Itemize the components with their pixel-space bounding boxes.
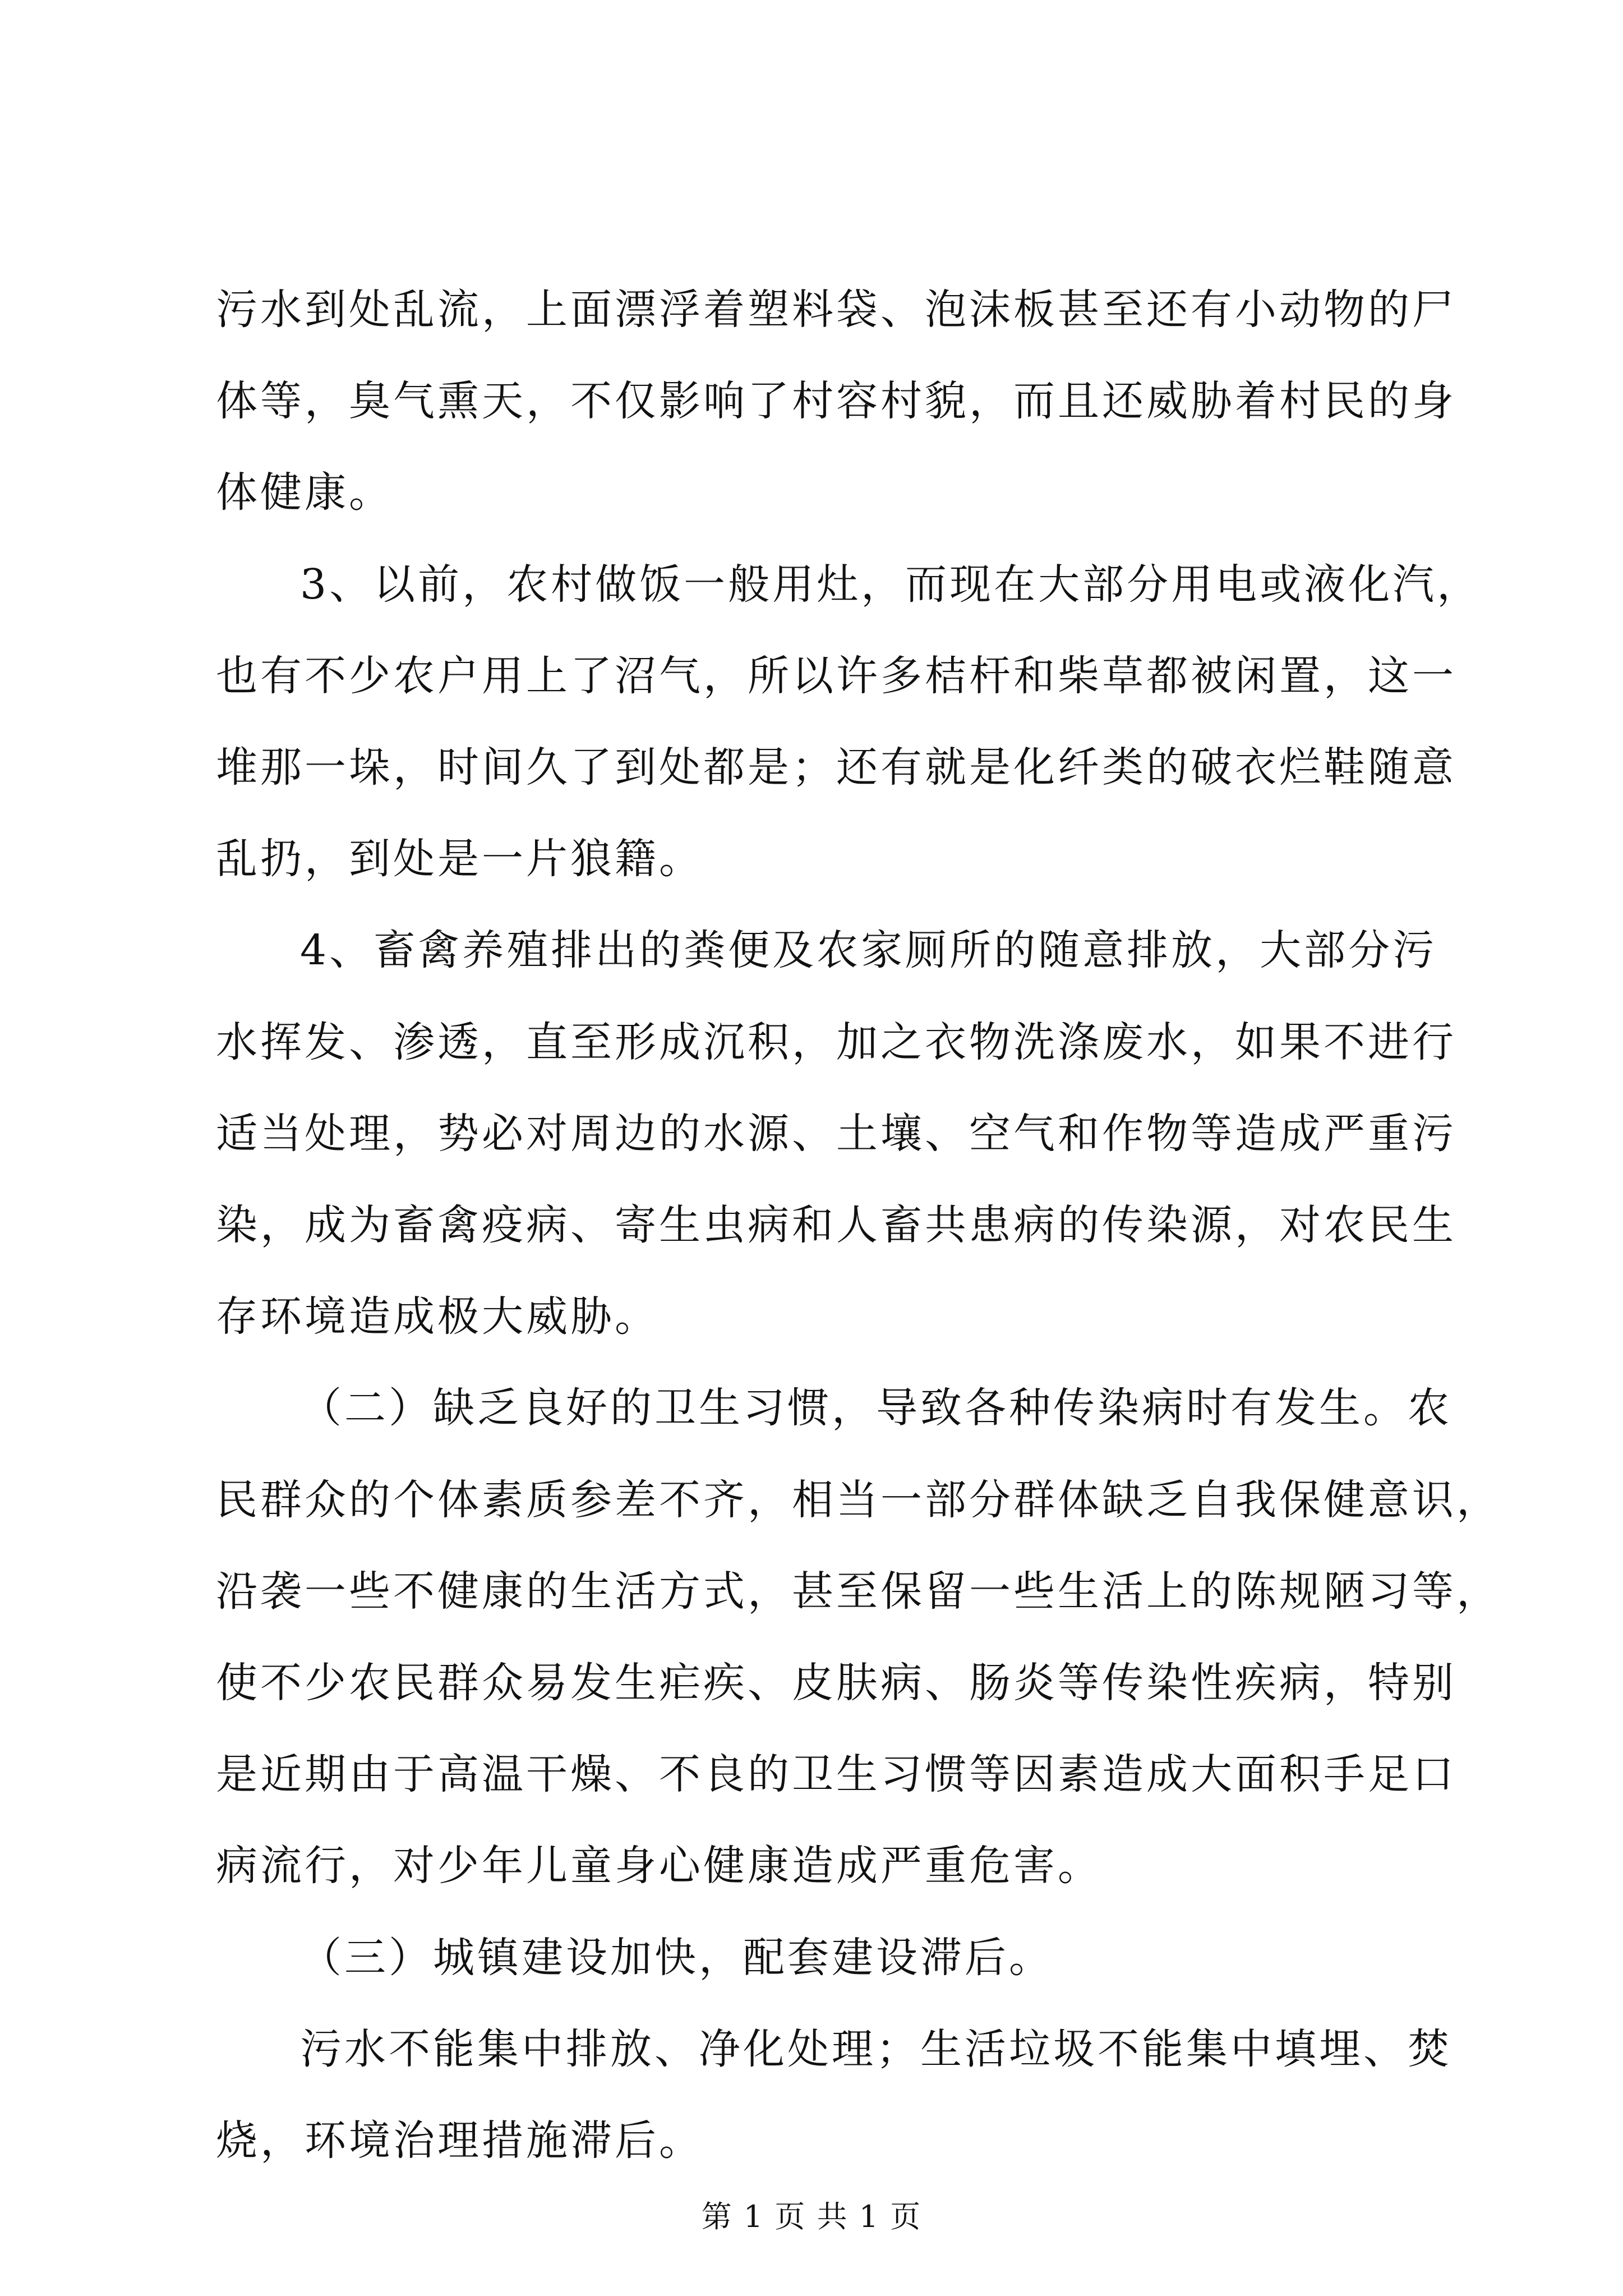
text-line: 烧，环境治理措施滞后。 <box>216 2116 703 2165</box>
text-line: 适当处理，势必对周边的水源、土壤、空气和作物等造成严重污 <box>216 1110 1456 1158</box>
text-line: 4、畜禽养殖排出的粪便及农家厕所的随意排放，大部分污 <box>300 926 1437 974</box>
page-footer: 第 1 页 共 1 页 <box>701 2199 922 2234</box>
text-line: （三）城镇建设加快，配套建设滞后。 <box>300 1934 1053 1982</box>
text-line: （二）缺乏良好的卫生习惯，导致各种传染病时有发生。农 <box>300 1384 1452 1432</box>
text-line: 也有不少农户用上了沼气，所以许多桔杆和柴草都被闲置，这一 <box>216 652 1456 700</box>
text-line: 3、以前，农村做饭一般用灶，而现在大部分用电或液化汽， <box>300 560 1482 609</box>
text-line: 体等，臭气熏天，不仅影响了村容村貌，而且还威胁着村民的身 <box>216 377 1456 425</box>
text-line: 是近期由于高温干燥、不良的卫生习惯等因素造成大面积手足口 <box>216 1750 1456 1798</box>
text-line: 沿袭一些不健康的生活方式，甚至保留一些生活上的陈规陋习等， <box>216 1567 1501 1616</box>
text-line: 水挥发、渗透，直至形成沉积，加之衣物洗涤废水，如果不进行 <box>216 1018 1456 1066</box>
text-line: 乱扔，到处是一片狼籍。 <box>216 835 703 883</box>
text-line: 堆那一垛，时间久了到处都是；还有就是化纤类的破衣烂鞋随意 <box>216 743 1456 792</box>
text-line: 使不少农民群众易发生疟疾、皮肤病、肠炎等传染性疾病，特别 <box>216 1659 1456 1707</box>
text-line: 体健康。 <box>216 468 393 517</box>
text-line: 存环境造成极大威胁。 <box>216 1292 659 1341</box>
text-line: 染，成为畜禽疫病、寄生虫病和人畜共患病的传染源，对农民生 <box>216 1201 1456 1249</box>
text-line: 病流行，对少年儿童身心健康造成严重危害。 <box>216 1842 1102 1890</box>
text-line: 污水到处乱流，上面漂浮着塑料袋、泡沫板甚至还有小动物的尸 <box>216 286 1456 334</box>
text-line: 民群众的个体素质参差不齐，相当一部分群体缺乏自我保健意识， <box>216 1476 1501 1524</box>
text-line: 污水不能集中排放、净化处理；生活垃圾不能集中填埋、焚 <box>300 2025 1452 2073</box>
